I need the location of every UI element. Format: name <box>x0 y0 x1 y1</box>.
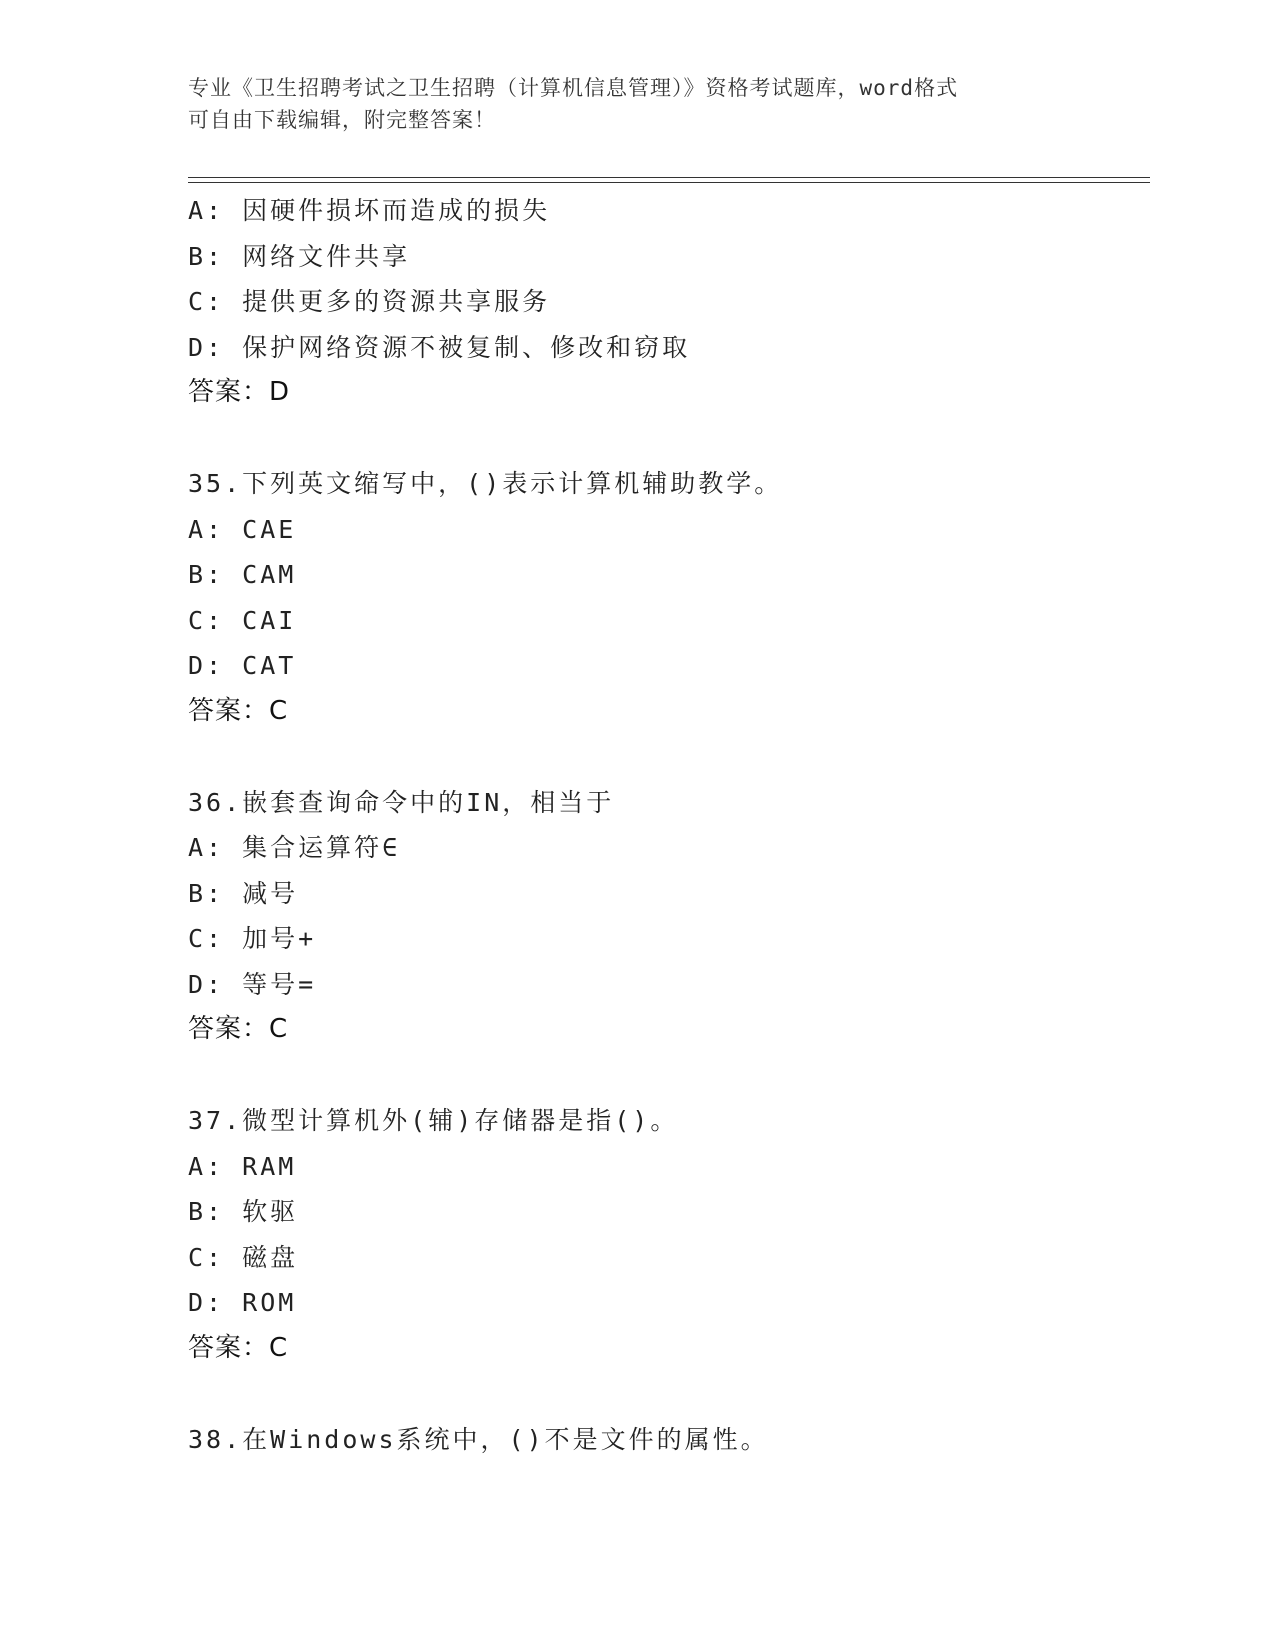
option-a: A: CAE <box>188 514 297 544</box>
answer-line: 答案：D <box>188 377 291 407</box>
option-a: A: RAM <box>188 1151 297 1181</box>
option-c: C: 磁盘 <box>188 1242 299 1272</box>
question-spacer <box>188 416 1148 462</box>
question-text: 36.嵌套查询命令中的IN，相当于 <box>188 787 615 817</box>
question-spacer <box>188 734 1148 780</box>
header-line-2: 可自由下载编辑，附完整答案！ <box>188 108 496 132</box>
option-b: B: 网络文件共享 <box>188 241 411 271</box>
answer-line: 答案：C <box>188 1332 289 1363</box>
answer-line: 答案：C <box>188 695 289 726</box>
header-line-1: 专业《卫生招聘考试之卫生招聘（计算机信息管理）》资格考试题库，word格式 <box>188 76 959 100</box>
option-b: B: CAM <box>188 560 297 589</box>
header-divider-bottom <box>188 182 1150 183</box>
question-text: 37.微型计算机外(辅)存储器是指()。 <box>188 1106 679 1135</box>
question-spacer <box>188 1053 1148 1099</box>
option-c: C: 提供更多的资源共享服务 <box>188 287 551 316</box>
option-d: D: 等号= <box>188 969 317 999</box>
question-37-block <box>188 1098 1148 1371</box>
question-list <box>188 188 1148 1462</box>
question-38-block <box>188 1417 1148 1463</box>
option-d: D: 保护网络资源不被复制、修改和窃取 <box>188 332 691 362</box>
option-b: B: 软驱 <box>188 1197 299 1226</box>
option-a: A: 因硬件损坏而造成的损失 <box>188 196 551 225</box>
option-b: B: 减号 <box>188 878 299 908</box>
option-c: C: 加号+ <box>188 924 317 953</box>
question-35-block <box>188 461 1148 734</box>
document-header <box>188 72 1088 136</box>
question-34-block <box>188 188 1148 416</box>
option-d: D: ROM <box>188 1288 297 1317</box>
question-36-block <box>188 780 1148 1053</box>
question-text: 38.在Windows系统中，()不是文件的属性。 <box>188 1424 769 1454</box>
option-d: D: CAT <box>188 651 297 680</box>
header-divider-top <box>188 177 1150 178</box>
question-text: 35.下列英文缩写中，()表示计算机辅助教学。 <box>188 469 783 498</box>
option-c: C: CAI <box>188 605 297 635</box>
option-a: A: 集合运算符∈ <box>188 833 401 862</box>
answer-line: 答案：C <box>188 1014 289 1044</box>
question-spacer <box>188 1371 1148 1417</box>
